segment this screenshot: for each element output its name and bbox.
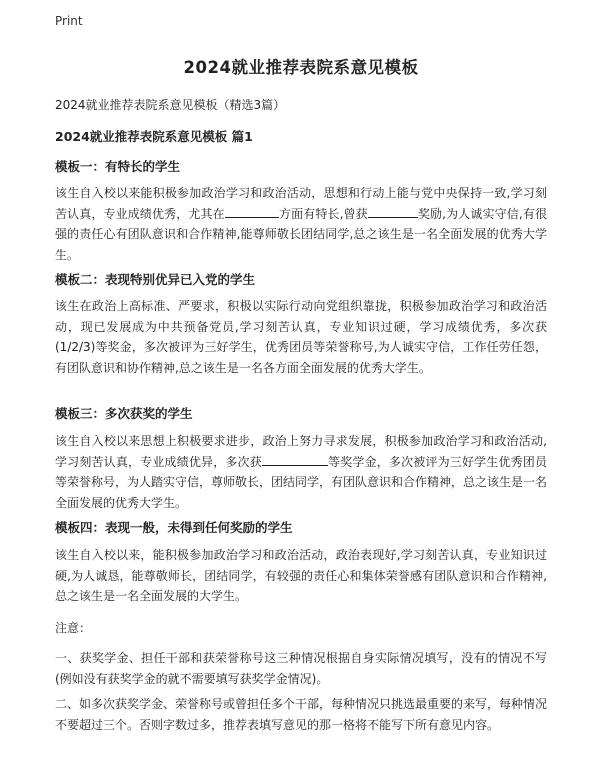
fill-blank <box>368 205 418 218</box>
template-2-heading: 模板二：表现特别优异已入党的学生 <box>55 272 256 287</box>
note-label: 注意： <box>55 621 92 635</box>
fill-blank <box>225 205 279 218</box>
template-1-text-part-c: 奖励,为人诚实守信,有很强的责任心有团队意识和合作精神,能尊师敬长团结同学,总之该生是一名全面发展的优秀大学生。 <box>55 206 547 262</box>
template-1-text-part-b: 方面有特长,曾获 <box>278 206 368 221</box>
template-3-heading: 模板三：多次获奖的学生 <box>55 406 193 421</box>
template-3-text-part-a: 该生自入校以来思想上积极要求进步，政治上努力寻求发展，积极参加政治学习和政治活动,学习刻苦认真，专业成绩优异，多次获 <box>55 434 547 469</box>
note-1: 一、获奖学金、担任干部和获荣誉称号这三种情况根据自身实际情况填写，没有的情况不写(例如没有获奖学金的就不需要填写获奖学金情况)。 <box>55 651 547 686</box>
note-2: 二、如多次获奖学金、荣誉称号或曾担任多个干部，每种情况只挑选最重要的来写，每种情况不要超过三个。否则字数过多，推荐表填写意见的那一格将不能写下所有意见内容。 <box>55 697 548 732</box>
template-3-text-part-b: 等奖学金，多次被评为三好学生优秀团员等荣誉称号，为人踏实守信，尊师敬长，团结同学，有团队意识和合作精神，总之该生是一名全面发展的优秀大学生。 <box>55 454 548 510</box>
page-title: 2024就业推荐表院系意见模板 <box>183 58 419 77</box>
template-4-text: 该生自入校以来，能积极参加政治学习和政治活动，政治表现好,学习刻苦认真，专业知识过硬,为人诚恳，能尊敬师长，团结同学，有较强的责任心和集体荣誉感有团队意识和合作精神,总之该生是一名全面发展的大学生。 <box>55 548 547 603</box>
template-1-text-part-a: 该生自入校以来能积极参加政治学习和政治活动，思想和行动上能与党中央保持一致,学习刻苦认真，专业成绩优秀，尤其在 <box>55 186 547 221</box>
template-1-heading: 模板一：有特长的学生 <box>55 159 181 174</box>
template-1-text <box>55 183 547 265</box>
fill-blank <box>262 453 328 466</box>
subtitle: 2024就业推荐表院系意见模板（精选3篇） <box>55 98 286 112</box>
template-2-text: 该生在政治上高标准、严要求，积极以实际行动向党组织靠拢，积极参加政治学习和政治活动，现已发展成为中共预备党员,学习刻苦认真，专业知识过硬，学习成绩优秀，多次获(1/2/3)等奖金，多次被评为三好学生，优秀团员等荣誉称号,为人诚实守信，工作任劳任怨，有团队意识和协作精神,总之该生是一名各方面全面发展的优秀大学生。 <box>55 299 547 375</box>
section-title: 2024就业推荐表院系意见模板 篇1 <box>55 129 253 144</box>
template-3-text <box>55 431 547 513</box>
print-label: Print <box>55 14 83 28</box>
template-4-heading: 模板四：表现一般，未得到任何奖励的学生 <box>55 520 293 535</box>
